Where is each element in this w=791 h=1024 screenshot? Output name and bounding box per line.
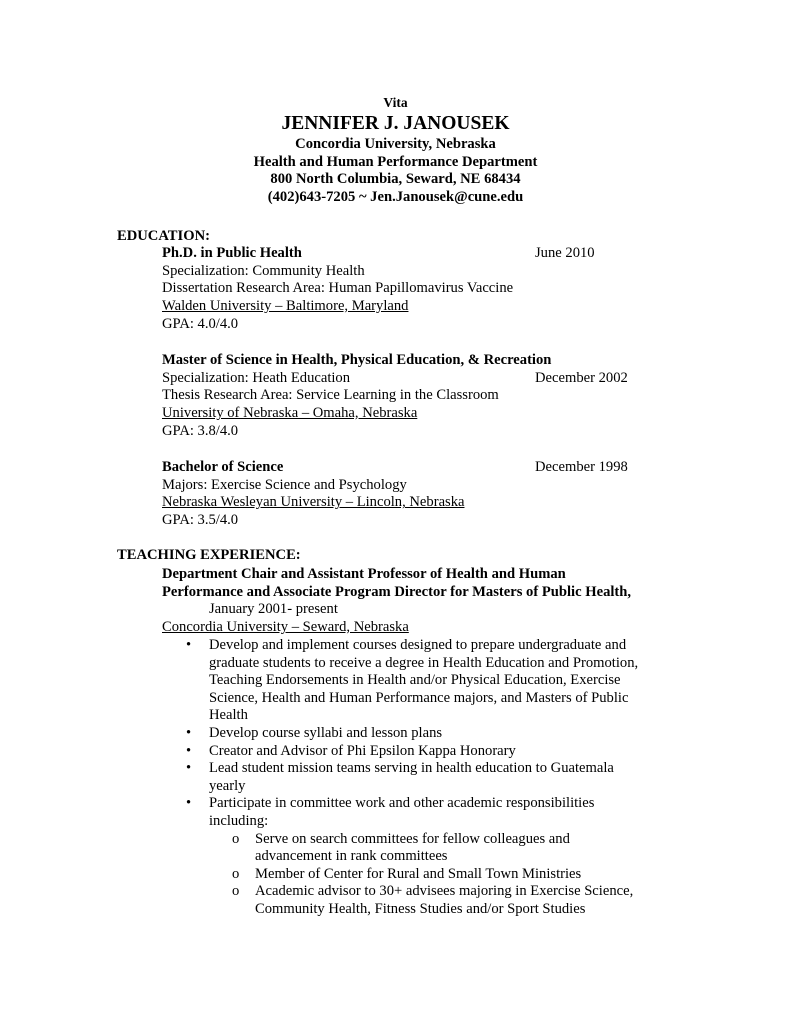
sub-list-item-text: Serve on search committees for fellow colleagues and: [255, 830, 570, 847]
teaching-heading: TEACHING EXPERIENCE:: [117, 547, 301, 563]
degree-school: Nebraska Wesleyan University – Lincoln, Nebraska: [162, 494, 465, 511]
list-item-text: Participate in committee work and other academic responsibilities: [209, 795, 595, 812]
degree-name: Ph.D. in Public Health: [162, 245, 302, 261]
degree-date: December 1998: [535, 459, 628, 475]
list-item-text: Lead student mission teams serving in health education to Guatemala: [209, 760, 614, 777]
sub-list-item: [162, 883, 682, 918]
sub-list-item-text: Community Health, Fitness Studies and/or Sport Studies: [255, 900, 586, 917]
header-department: Health and Human Performance Department: [253, 153, 538, 170]
degree-date: June 2010: [535, 245, 595, 261]
sub-list-item-text: advancement in rank committees: [255, 848, 448, 865]
bullet-icon: •: [186, 742, 192, 759]
position-dates: January 2001- present: [209, 601, 338, 618]
position-title-line2: Performance and Associate Program Director for Masters of Public Health,: [162, 583, 632, 600]
person-name: JENNIFER J. JANOUSEK: [281, 113, 510, 134]
list-item-text: including:: [209, 812, 269, 829]
degree-detail-row: [162, 370, 682, 388]
header-address: 800 North Columbia, Seward, NE 68434: [270, 171, 521, 188]
degree-detail: Majors: Exercise Science and Psychology: [162, 476, 407, 493]
degree-date: December 2002: [535, 369, 628, 386]
education-heading: EDUCATION:: [117, 228, 210, 244]
degree-school: University of Nebraska – Omaha, Nebraska: [162, 405, 418, 422]
bullet-icon: •: [186, 724, 192, 741]
degree-gpa: GPA: 4.0/4.0: [162, 315, 239, 332]
list-item-text: Creator and Advisor of Phi Epsilon Kappa Honorary: [209, 742, 516, 759]
degree-detail: Specialization: Heath Education: [162, 369, 351, 386]
list-item-text: Develop and implement courses designed to prepare undergraduate and: [209, 637, 627, 653]
sub-bullet-icon: o: [232, 865, 240, 882]
bullet-icon: •: [186, 795, 192, 812]
degree-gpa: GPA: 3.5/4.0: [162, 512, 239, 529]
sub-list-item-text: Academic advisor to 30+ advisees majoring in Exercise Science,: [255, 883, 634, 900]
degree-gpa: GPA: 3.8/4.0: [162, 422, 239, 439]
degree-title: [162, 245, 682, 263]
degree-phd: [162, 245, 682, 333]
degree-bachelor: [162, 459, 682, 530]
position-institution: Concordia University – Seward, Nebraska: [162, 619, 409, 636]
list-item-text: Health: [209, 707, 248, 724]
header: [0, 93, 791, 207]
sub-bullet-icon: o: [232, 830, 240, 847]
responsibilities-list: [162, 637, 682, 919]
degree-school: Walden University – Baltimore, Maryland: [162, 298, 409, 315]
sub-list-item: [162, 866, 682, 884]
degree-masters: [162, 352, 682, 440]
list-item: [162, 795, 682, 830]
degree-name: Master of Science in Health, Physical Education, & Recreation: [162, 352, 552, 368]
vita-label: Vita: [383, 95, 408, 110]
list-item-text: Science, Health and Human Performance majors, and Masters of Public: [209, 689, 629, 706]
list-item: [162, 760, 682, 795]
list-item: [162, 743, 682, 761]
list-item-text: yearly: [209, 777, 246, 794]
sub-bullet-icon: o: [232, 883, 240, 900]
sub-list-item-text: Member of Center for Rural and Small Town Ministries: [255, 865, 582, 882]
degree-name: Bachelor of Science: [162, 459, 284, 475]
header-institution: Concordia University, Nebraska: [295, 136, 496, 152]
sub-list-item: [162, 831, 682, 866]
list-item: [162, 637, 682, 725]
position-title-line1: Department Chair and Assistant Professor of Health and Human: [162, 566, 566, 582]
degree-detail: Thesis Research Area: Service Learning in the Classroom: [162, 387, 499, 404]
degree-detail: Specialization: Community Health: [162, 262, 365, 279]
teaching-position: [162, 566, 702, 637]
header-contact: (402)643-7205 ~ Jen.Janousek@cune.edu: [267, 189, 524, 206]
list-item-text: Develop course syllabi and lesson plans: [209, 724, 443, 741]
list-item: [162, 725, 682, 743]
bullet-icon: •: [186, 760, 192, 777]
list-item-text: Teaching Endorsements in Health and/or Physical Education, Exercise: [209, 672, 621, 689]
bullet-icon: •: [186, 637, 192, 653]
degree-detail: Dissertation Research Area: Human Papillomavirus Vaccine: [162, 280, 514, 297]
list-item-text: graduate students to receive a degree in Health Education and Promotion,: [209, 654, 639, 671]
degree-title: [162, 459, 682, 477]
